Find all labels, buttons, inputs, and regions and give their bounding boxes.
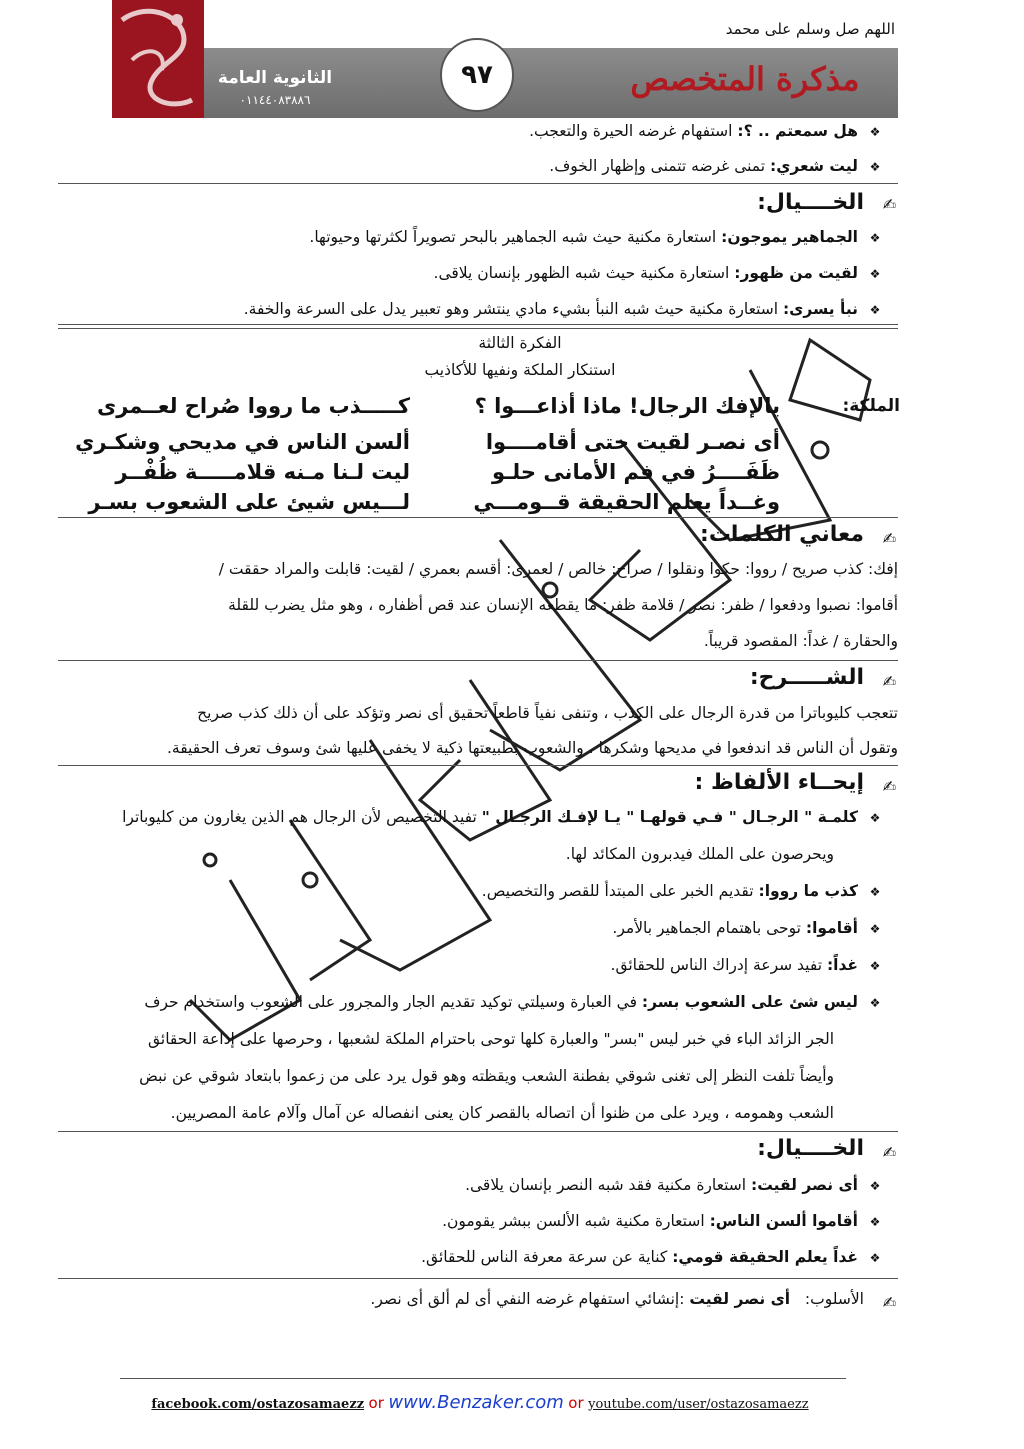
list-item: ❖هل سمعتم .. ؟: استفهام غرضه الحيرة والتعجب.	[110, 122, 884, 140]
list-item-continuation: وأيضاً تلفت النظر إلى تغنى شوقي بفطنة الشعب ويقظته وهو قول يرد على من زعموا بابتعاد شوقي عن نبض	[139, 1067, 834, 1085]
section-title: معاني الكلمات:	[700, 522, 864, 547]
style-note: الأسلوب: أى نصر لقيت :إنشائي استفهام غرضه النفي أى لم ألق أى نصر.	[370, 1290, 864, 1308]
footer	[110, 1392, 850, 1413]
verse-second-hemistich: ليت لـنا مـنه قلامـــــة ظُفْــر	[115, 460, 410, 484]
writing-hand-icon: ✍	[882, 672, 896, 691]
list-item: ❖ليس شئ على الشعوب بسر: في العبارة وسيلتي توكيد تقديم الجار والمجرور على الشعوب واستخدام حرف	[58, 993, 884, 1011]
verse-second-hemistich: كـــــذب ما رووا صُراح لعــمرى	[96, 394, 410, 418]
explanation-line: تتعجب كليوباترا من قدرة الرجال على الكذب ، وتنفى نفياً قاطعاً تحقيق أى نصر وتؤكد على أن ذلك كذب صريح	[197, 704, 898, 722]
verse-first-hemistich: ظَفَــــرُ في فم الأمانى حلـو	[491, 460, 780, 484]
list-item: ❖ليت شعري: تمنى غرضه تتمنى وإظهار الخوف.	[110, 157, 884, 175]
writing-hand-icon: ✍	[882, 529, 896, 548]
idea-title: الفكرة الثالثة	[478, 334, 562, 352]
logo	[112, 0, 204, 118]
diamond-bullet-icon: ❖	[869, 160, 881, 174]
footer-divider	[120, 1378, 846, 1379]
diamond-bullet-icon: ❖	[869, 811, 881, 825]
meanings-line: إفك: كذب صريح / رووا: حكوا ونقلوا / صراح: خالص / لعمرى: أقسم بعمري / لقيت: قابلت والمراد حققت /	[218, 560, 898, 578]
section-title: الشـــــرح:	[749, 665, 864, 690]
writing-hand-icon: ✍	[882, 195, 896, 214]
diamond-bullet-icon: ❖	[869, 996, 881, 1010]
diamond-bullet-icon: ❖	[869, 959, 881, 973]
section-title: الخــــيال:	[757, 1136, 864, 1161]
school-phone: ٠١١٤٤٠٨٣٨٨٦	[239, 93, 311, 107]
meanings-line: والحقارة / غداً: المقصود قريباً.	[703, 632, 898, 650]
diamond-bullet-icon: ❖	[869, 922, 881, 936]
verse-first-hemistich: وغــداً يعلم الحقيقة قــومـــي	[473, 490, 780, 514]
list-item: ❖الجماهير يموجون: استعارة مكنية حيث شبه الجماهير بالبحر تصويراً لكثرتها وحيوتها.	[110, 228, 884, 246]
diamond-bullet-icon: ❖	[869, 231, 881, 245]
diamond-bullet-icon: ❖	[869, 885, 881, 899]
list-item: ❖أى نصر لقيت: استعارة مكنية فقد شبه النصر بإنسان يلاقى.	[110, 1176, 884, 1194]
list-item: ❖لقيت من ظهور: استعارة مكنية حيث شبه الظهور بإنسان يلاقى.	[110, 264, 884, 282]
divider	[58, 765, 898, 766]
verse-first-hemistich: يالإفك الرجال! ماذا أذاعـــوا ؟	[474, 394, 780, 418]
verse-first-hemistich: أى نصـر لقيت حتى أقامــــوا	[485, 430, 780, 454]
verse-second-hemistich: لـــيس شيئ على الشعوب بسـر	[88, 490, 410, 514]
list-item: ❖غداً: تفيد سرعة إدراك الناس للحقائق.	[110, 956, 884, 974]
list-item: ❖أقاموا: توحى باهتمام الجماهير بالأمر.	[110, 919, 884, 937]
list-item: ❖كذب ما رووا: تقديم الخبر على المبتدأ للقصر والتخصيص.	[110, 882, 884, 900]
page-number: ٩٧	[440, 38, 514, 112]
diamond-bullet-icon: ❖	[869, 303, 881, 317]
facebook-link[interactable]: facebook.com/ostazosamaezz	[151, 1397, 365, 1412]
divider	[58, 324, 898, 329]
brand-title: مذكرة المتخصص	[630, 60, 860, 98]
section-title: الخــــيال:	[757, 190, 864, 215]
diamond-bullet-icon: ❖	[869, 1179, 881, 1193]
poem-speaker: الملكة:	[842, 396, 900, 416]
divider	[58, 1278, 898, 1279]
explanation-line: وتقول أن الناس قد اندفعوا في مديحها وشكرها ، والشعوب بطبيعتها ذكية لا يخفى عليها شئ وسوف تعرف الحقيقة.	[166, 739, 898, 757]
writing-hand-icon: ✍	[882, 1143, 896, 1162]
diamond-bullet-icon: ❖	[869, 267, 881, 281]
meanings-line: أقاموا: نصبوا ودفعوا / ظفر: نصر / قلامة ظفر: ما يقطعه الإنسان عند قص أظفاره ، وهو مثل يضرب للقلة	[228, 596, 898, 614]
list-item: ❖أقاموا ألسن الناس: استعارة مكنية شبه الألسن ببشر يقومون.	[110, 1212, 884, 1230]
footer-separator: or	[368, 1394, 384, 1412]
diamond-bullet-icon: ❖	[869, 1251, 881, 1265]
writing-hand-icon: ✍	[882, 1293, 896, 1312]
diamond-bullet-icon: ❖	[869, 125, 881, 139]
footer-separator: or	[568, 1394, 584, 1412]
list-item: ❖كلمـة " الرجـال " فـي قولهـا " يـا لإفـك الرجـال " تفيد التخصيص لأن الرجال هم الذين يغارون من كليوباترا	[58, 808, 884, 826]
divider	[58, 517, 898, 518]
youtube-link[interactable]: youtube.com/user/ostazosamaezz	[588, 1397, 809, 1412]
divider	[58, 660, 898, 661]
school-name: الثانوية العامة	[217, 68, 333, 88]
idea-subtitle: استنكار الملكة ونفيها للأكاذيب	[424, 361, 616, 379]
list-item-continuation: الجر الزائد الباء في خبر ليس "بسر" والعبارة كلها توحى باحترام الملكة لشعبها ، وحرصها على إذاعة الحقائق	[147, 1030, 834, 1048]
section-title: إيحــاء الألفاظ :	[694, 770, 864, 795]
list-item-continuation: الشعب وهمومه ، ويرد على من ظنوا أن اتصاله بالقصر كان يعنى انفصاله عن آمال وآلام عامة المصريين.	[170, 1104, 834, 1122]
website-link[interactable]: www.Benzaker.com	[388, 1392, 564, 1413]
list-item: ❖غداً يعلم الحقيقة قومي: كناية عن سرعة معرفة الناس للحقائق.	[110, 1248, 884, 1266]
divider	[58, 183, 898, 184]
writing-hand-icon: ✍	[882, 777, 896, 796]
diamond-bullet-icon: ❖	[869, 1215, 881, 1229]
header-prayer: اللهم صل وسلم على محمد	[725, 20, 895, 38]
divider	[58, 1131, 898, 1132]
list-item-continuation: ويحرصون على الملك فيدبرون المكائد لها.	[565, 845, 834, 863]
list-item: ❖نبأ يسرى: استعارة مكنية حيث شبه النبأ بشيء مادي ينتشر وهو تعبير يدل على السرعة والخفة.	[110, 300, 884, 318]
verse-second-hemistich: ألسن الناس في مديحي وشكـري	[75, 430, 410, 454]
